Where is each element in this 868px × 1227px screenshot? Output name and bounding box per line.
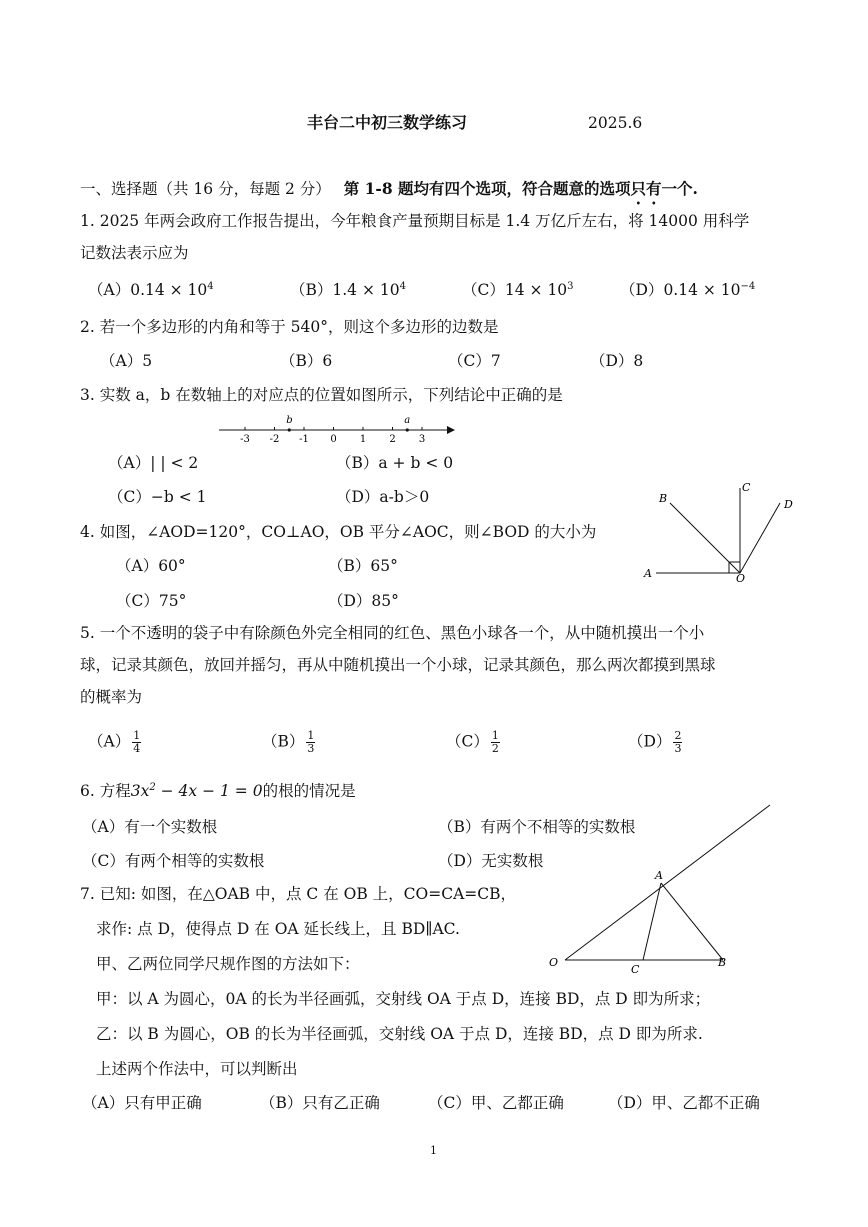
point-a-label: a <box>404 415 411 426</box>
number-line-tick-label: -3 <box>240 434 250 445</box>
q6-option-b[interactable]: （B）有两个不相等的实数根 <box>438 818 636 836</box>
section-instruction-emphasis: 只有 <box>630 179 662 198</box>
q7-option-c[interactable]: （C）甲、乙都正确 <box>428 1094 564 1112</box>
q6-option-c[interactable]: （C）有两个相等的实数根 <box>82 852 265 870</box>
q7-stem-line2: 求作: 点 D，使得点 D 在 OA 延长线上，且 BD∥AC. <box>96 920 460 938</box>
q7-option-a[interactable]: （A）只有甲正确 <box>82 1094 202 1112</box>
q7-stem-line6: 上述两个作法中，可以判断出 <box>96 1060 298 1078</box>
q4-angle-figure <box>640 478 800 586</box>
q1-stem-line1: 1. 2025 年两会政府工作报告提出，今年粮食产量预期目标是 1.4 万亿斤左右，将 14000 用科学 <box>80 212 750 230</box>
label-A: A <box>644 567 652 580</box>
point-a-dot <box>406 428 409 431</box>
q3-option-b[interactable]: （B）a + b < 0 <box>336 454 454 472</box>
label-B: B <box>659 492 668 505</box>
label-C: C <box>631 963 640 976</box>
q3-option-a[interactable]: （A）| | < 2 <box>108 454 199 472</box>
q7-option-d[interactable]: （D）甲、乙都不正确 <box>608 1094 760 1112</box>
number-line-tick-label: 0 <box>330 434 337 445</box>
q2-stem: 2. 若一个多边形的内角和等于 540°，则这个多边形的边数是 <box>80 318 499 336</box>
q2-option-d[interactable]: （D）8 <box>590 352 644 370</box>
q6-equation: $3x^2 - 4x - 1 = 0$ <box>130 782 263 801</box>
q2-option-a[interactable]: （A）5 <box>100 352 153 370</box>
label-A: A <box>655 869 663 882</box>
number-line-tick-label: -1 <box>299 434 309 445</box>
section-intro: 一、选择题（共 16 分，每题 2 分） <box>80 180 331 198</box>
q5-option-a[interactable]: （A） $\frac{1}{4}$ <box>88 729 141 755</box>
number-line-tick-label: -2 <box>269 434 280 445</box>
q3-option-c[interactable]: （C）−b < 1 <box>108 488 207 506</box>
q1-option-d[interactable]: $(D)0.14 \times 10^{-4}$ <box>620 281 756 300</box>
page-number: 1 <box>430 1144 437 1157</box>
q2-option-c[interactable]: （C）7 <box>448 352 501 370</box>
q1-option-a[interactable]: $(A)0.14 \times 10^4$ <box>88 281 214 300</box>
q4-option-a[interactable]: （A）60° <box>116 557 186 575</box>
label-O: O <box>549 956 559 969</box>
q3-stem: 3. 实数 a，b 在数轴上的对应点的位置如图所示，下列结论中正确的是 <box>80 386 563 404</box>
number-line-tick-label: 3 <box>418 434 426 445</box>
q4-option-d[interactable]: （D）85° <box>328 592 399 610</box>
q5-stem-line3: 的概率为 <box>80 688 143 706</box>
q5-stem-line2: 球，记录其颜色，放回并摇匀，再从中随机摸出一个小球，记录其颜色，那么两次都摸到黑球 <box>80 656 716 674</box>
point-b-label: b <box>286 415 293 426</box>
q7-method-yi: 乙：以 B 为圆心，OB 的长为半径画弧，交射线 OA 于点 D，连接 BD，点 D 即为所求. <box>96 1025 703 1043</box>
section-instruction-b: 一个. <box>661 179 698 198</box>
q5-stem-line1: 5. 一个不透明的袋子中有除颜色外完全相同的红色、黑色小球各一个，从中随机摸出一个小 <box>80 624 705 642</box>
number-line-tick-label: 1 <box>359 434 367 445</box>
q5-option-b[interactable]: （B） $\frac{1}{3}$ <box>262 729 315 755</box>
section-instruction-a: 第 1-8 题均有四个选项，符合题意的选项 <box>343 179 631 198</box>
q6-option-d[interactable]: （D）无实数根 <box>438 852 544 870</box>
q7-triangle-figure <box>545 800 780 980</box>
q5-option-c[interactable]: （C） $\frac{1}{2}$ <box>446 729 499 755</box>
q7-stem-line1: 7. 已知: 如图，在△OAB 中，点 C 在 OB 上，CO=CA=CB， <box>80 885 517 903</box>
page-title: 丰台二中初三数学练习 <box>307 113 468 132</box>
q1-stem-line2: 记数法表示应为 <box>80 244 189 262</box>
q2-option-b[interactable]: （B）6 <box>280 352 333 370</box>
label-C: C <box>742 481 751 494</box>
q7-option-b[interactable]: （B）只有乙正确 <box>260 1094 380 1112</box>
section-heading <box>80 178 698 208</box>
label-D: D <box>784 498 793 511</box>
exam-date: 2025.6 <box>588 114 643 132</box>
q7-method-jia: 甲：以 A 为圆心，0A 的长为半径画弧，交射线 OA 于点 D，连接 BD，点 D 即为所求； <box>96 990 711 1008</box>
point-b-dot <box>288 428 291 431</box>
q5-option-d[interactable]: （D） $\frac{2}{3}$ <box>628 729 682 755</box>
q4-option-c[interactable]: （C）75° <box>116 592 187 610</box>
q7-stem-line3: 甲、乙两位同学尺规作图的方法如下： <box>96 955 360 973</box>
q6-stem: 6. 方程$3x^2 - 4x - 1 = 0$的根的情况是 <box>80 782 356 801</box>
q6-option-a[interactable]: （A）有一个实数根 <box>82 818 218 836</box>
q4-stem: 4. 如图，∠AOD=120°，CO⊥AO，OB 平分∠AOC，则∠BOD 的大小为 <box>80 523 597 541</box>
number-line-tick-label: 2 <box>389 434 396 445</box>
q1-option-c[interactable]: $(C)14 \times 10^3$ <box>462 281 574 300</box>
q4-option-b[interactable]: （B）65° <box>328 557 398 575</box>
q3-option-d[interactable]: （D）a-b＞0 <box>336 488 430 506</box>
label-B: B <box>718 956 727 969</box>
q1-option-b[interactable]: $(B)1.4 \times 10^4$ <box>290 281 406 300</box>
label-O: O <box>736 572 746 585</box>
q3-number-line <box>215 412 460 446</box>
